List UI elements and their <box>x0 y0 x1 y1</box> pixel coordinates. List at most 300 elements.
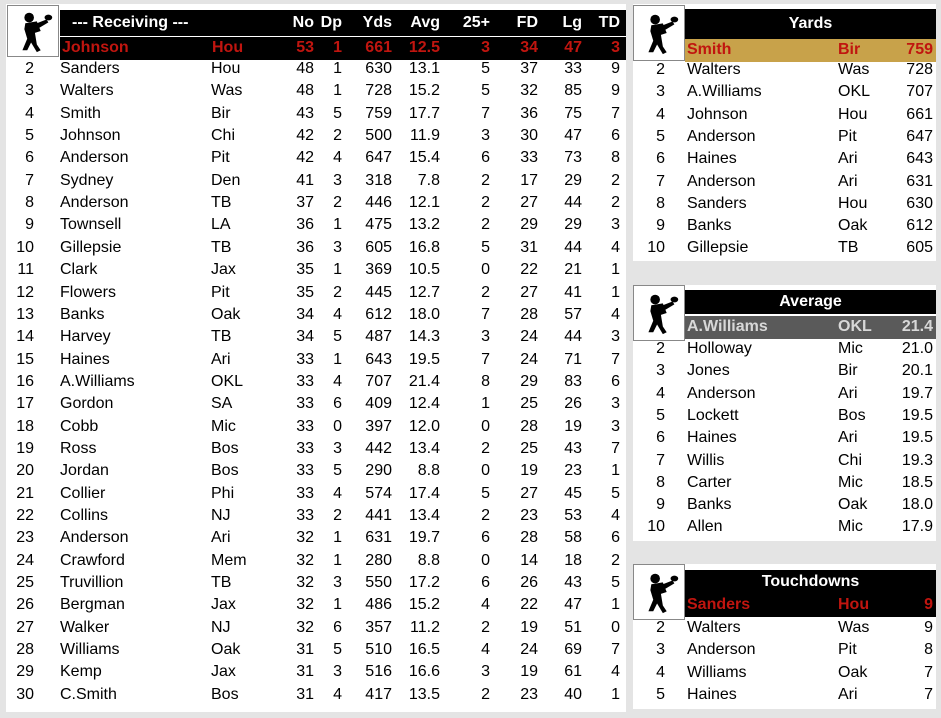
lg-cell: 83 <box>564 372 582 390</box>
rank-cell: 6 <box>656 150 665 168</box>
lg-cell: 58 <box>564 529 582 547</box>
leader-avg: 12.5 <box>408 39 440 56</box>
lg-cell: 41 <box>564 283 582 301</box>
list-item[interactable] <box>633 684 936 706</box>
name-cell: Townsell <box>60 216 122 234</box>
leader-td: 3 <box>611 39 620 56</box>
p25-cell: 7 <box>481 305 490 323</box>
list-item[interactable] <box>633 237 936 259</box>
list-item[interactable] <box>633 383 936 405</box>
avg-cell: 12.7 <box>408 283 440 301</box>
td-cell: 7 <box>611 641 620 659</box>
lg-cell: 33 <box>564 60 582 77</box>
team-cell: Chi <box>211 127 236 145</box>
list-item[interactable] <box>633 104 936 126</box>
yds-cell: 643 <box>365 350 392 368</box>
no-cell: 31 <box>296 641 314 659</box>
list-item[interactable] <box>633 494 936 516</box>
receiving-title: --- Receiving --- <box>72 14 189 31</box>
dp-cell: 1 <box>333 350 342 368</box>
rank-cell: 25 <box>16 574 34 592</box>
leader-team: OKL <box>838 318 872 335</box>
list-item[interactable] <box>633 338 936 360</box>
yds-cell: 550 <box>365 574 392 592</box>
dp-cell: 1 <box>333 261 342 279</box>
td-cell: 7 <box>611 350 620 368</box>
list-item[interactable] <box>633 617 936 639</box>
lg-cell: 85 <box>564 82 582 100</box>
rank-cell: 10 <box>647 239 665 257</box>
rank-cell: 12 <box>16 283 34 301</box>
rank-cell: 3 <box>656 83 665 101</box>
yds-cell: 397 <box>365 417 392 435</box>
list-item[interactable] <box>633 59 936 81</box>
td-cell: 2 <box>611 194 620 212</box>
table-row[interactable] <box>6 416 626 438</box>
table-row[interactable] <box>6 147 626 169</box>
team-cell: Pit <box>211 283 230 301</box>
value-cell: 7 <box>924 685 933 703</box>
td-cell: 3 <box>611 328 620 346</box>
name-cell: Sanders <box>687 194 747 212</box>
no-cell: 33 <box>296 417 314 435</box>
name-cell: Haines <box>687 150 737 168</box>
value-cell: 20.1 <box>901 362 933 380</box>
lg-cell: 18 <box>564 551 582 569</box>
avg-cell: 15.4 <box>408 149 440 167</box>
table-row[interactable] <box>6 594 626 616</box>
leader-no: 53 <box>296 39 314 56</box>
table-row[interactable] <box>6 527 626 549</box>
p25-cell: 4 <box>481 641 490 659</box>
receiving-leader-row[interactable] <box>60 37 626 60</box>
col-header-dp: Dp <box>320 14 342 31</box>
table-row[interactable] <box>6 617 626 639</box>
dp-cell: 0 <box>333 417 342 435</box>
name-cell: Crawford <box>60 551 125 569</box>
table-row[interactable] <box>6 58 626 80</box>
rank-cell: 29 <box>16 663 34 681</box>
team-cell: Was <box>211 82 243 100</box>
name-cell: Haines <box>687 685 737 703</box>
lg-cell: 44 <box>564 328 582 346</box>
football-player-icon <box>633 5 685 61</box>
yds-cell: 647 <box>365 149 392 167</box>
fd-cell: 22 <box>520 261 538 279</box>
name-cell: Ross <box>60 439 97 457</box>
no-cell: 42 <box>296 127 314 145</box>
name-cell: Anderson <box>60 149 129 167</box>
avg-cell: 19.5 <box>408 350 440 368</box>
team-cell: Jax <box>211 261 236 279</box>
lg-cell: 51 <box>564 618 582 636</box>
name-cell: Anderson <box>687 384 756 402</box>
name-cell: Williams <box>60 641 120 659</box>
no-cell: 33 <box>296 372 314 390</box>
touchdowns-title: Touchdowns <box>761 573 860 590</box>
table-row[interactable] <box>6 170 626 192</box>
leader-name: A.Williams <box>687 318 768 335</box>
p25-cell: 2 <box>481 216 490 234</box>
rank-cell: 4 <box>25 104 34 122</box>
td-cell: 8 <box>611 149 620 167</box>
p25-cell: 0 <box>481 462 490 480</box>
fd-cell: 31 <box>520 238 538 256</box>
dp-cell: 4 <box>333 149 342 167</box>
avg-cell: 13.5 <box>408 685 440 703</box>
name-cell: Sydney <box>60 171 114 189</box>
dp-cell: 4 <box>333 305 342 323</box>
table-row[interactable] <box>6 192 626 214</box>
football-player-icon <box>633 285 685 341</box>
avg-cell: 12.0 <box>408 417 440 435</box>
list-item[interactable] <box>633 662 936 684</box>
name-cell: A.Williams <box>687 83 762 101</box>
value-cell: 630 <box>906 194 933 212</box>
td-cell: 3 <box>611 216 620 234</box>
rank-cell: 17 <box>16 395 34 413</box>
table-row[interactable] <box>6 103 626 125</box>
no-cell: 33 <box>296 350 314 368</box>
rank-cell: 14 <box>16 328 34 346</box>
no-cell: 32 <box>296 551 314 569</box>
yds-cell: 500 <box>365 127 392 145</box>
average-leader-row[interactable] <box>685 316 936 339</box>
team-cell: Jax <box>211 663 236 681</box>
team-cell: Bos <box>838 406 866 424</box>
td-cell: 2 <box>611 171 620 189</box>
yds-cell: 475 <box>365 216 392 234</box>
touchdowns-leader-row[interactable] <box>685 594 936 617</box>
value-cell: 612 <box>906 217 933 235</box>
team-cell: Ari <box>838 384 858 402</box>
name-cell: Gillepsie <box>687 239 749 257</box>
lg-cell: 29 <box>564 171 582 189</box>
rank-cell: 3 <box>25 82 34 100</box>
col-header-lg: Lg <box>562 14 582 31</box>
team-cell: Den <box>211 171 241 189</box>
rank-cell: 2 <box>25 60 34 77</box>
p25-cell: 3 <box>481 328 490 346</box>
team-cell: Chi <box>838 451 863 469</box>
name-cell: Flowers <box>60 283 117 301</box>
td-cell: 1 <box>611 261 620 279</box>
fd-cell: 19 <box>520 462 538 480</box>
list-item[interactable] <box>633 171 936 193</box>
value-cell: 9 <box>924 619 933 636</box>
dp-cell: 1 <box>333 596 342 614</box>
col-header-25plus: 25+ <box>462 14 490 31</box>
touchdowns-header <box>685 570 936 594</box>
list-item[interactable] <box>633 148 936 170</box>
team-cell: Oak <box>838 496 868 514</box>
avg-cell: 15.2 <box>408 596 440 614</box>
team-cell: SA <box>211 395 233 413</box>
dp-cell: 1 <box>333 551 342 569</box>
leader-name: Smith <box>687 41 732 58</box>
rank-cell: 13 <box>16 305 34 323</box>
list-item[interactable] <box>633 81 936 103</box>
name-cell: Haines <box>687 429 737 447</box>
value-cell: 643 <box>906 150 933 168</box>
no-cell: 34 <box>296 305 314 323</box>
value-cell: 7 <box>924 663 933 681</box>
name-cell: Walters <box>687 619 741 636</box>
td-cell: 7 <box>611 439 620 457</box>
rank-cell: 7 <box>25 171 34 189</box>
no-cell: 32 <box>296 529 314 547</box>
no-cell: 36 <box>296 238 314 256</box>
td-cell: 4 <box>611 238 620 256</box>
average-header <box>685 290 936 314</box>
lg-cell: 71 <box>564 350 582 368</box>
list-item[interactable] <box>633 360 936 382</box>
lg-cell: 75 <box>564 104 582 122</box>
table-row[interactable] <box>6 214 626 236</box>
avg-cell: 18.0 <box>408 305 440 323</box>
dp-cell: 2 <box>333 507 342 524</box>
value-cell: 18.5 <box>901 473 933 491</box>
name-cell: C.Smith <box>60 685 117 703</box>
leader-25plus: 3 <box>481 39 490 56</box>
p25-cell: 4 <box>481 596 490 614</box>
dp-cell: 6 <box>333 395 342 413</box>
table-row[interactable] <box>6 393 626 415</box>
table-row[interactable] <box>6 371 626 393</box>
rank-cell: 24 <box>16 551 34 569</box>
dp-cell: 5 <box>333 104 342 122</box>
p25-cell: 2 <box>481 171 490 189</box>
td-cell: 9 <box>611 82 620 100</box>
p25-cell: 8 <box>481 372 490 390</box>
fd-cell: 24 <box>520 350 538 368</box>
fd-cell: 36 <box>520 104 538 122</box>
rank-cell: 23 <box>16 529 34 547</box>
no-cell: 37 <box>296 194 314 212</box>
list-item[interactable] <box>633 427 936 449</box>
dp-cell: 2 <box>333 194 342 212</box>
team-cell: Mic <box>211 417 236 435</box>
list-item[interactable] <box>633 516 936 538</box>
team-cell: LA <box>211 216 231 234</box>
table-row[interactable] <box>6 349 626 371</box>
yds-cell: 318 <box>365 171 392 189</box>
td-cell: 4 <box>611 507 620 524</box>
table-row[interactable] <box>6 639 626 661</box>
name-cell: Carter <box>687 473 732 491</box>
rank-cell: 8 <box>25 194 34 212</box>
yds-cell: 487 <box>365 328 392 346</box>
touchdowns-panel <box>633 564 936 709</box>
td-cell: 1 <box>611 685 620 703</box>
leader-name: Johnson <box>62 39 129 56</box>
table-row[interactable] <box>6 259 626 281</box>
name-cell: Jordan <box>60 462 109 480</box>
avg-cell: 11.9 <box>410 127 440 145</box>
avg-cell: 13.4 <box>408 439 440 457</box>
table-row[interactable] <box>6 684 626 706</box>
name-cell: Gillepsie <box>60 238 122 256</box>
p25-cell: 2 <box>481 439 490 457</box>
table-row[interactable] <box>6 326 626 348</box>
table-row[interactable] <box>6 125 626 147</box>
no-cell: 33 <box>296 395 314 413</box>
team-cell: Pit <box>838 127 857 145</box>
name-cell: Collier <box>60 484 106 502</box>
leader-lg: 47 <box>564 39 582 56</box>
p25-cell: 7 <box>481 350 490 368</box>
list-item[interactable] <box>633 639 936 661</box>
yds-cell: 612 <box>365 305 392 323</box>
dp-cell: 3 <box>333 439 342 457</box>
value-cell: 647 <box>906 127 933 145</box>
p25-cell: 2 <box>481 685 490 703</box>
team-cell: Bos <box>211 685 239 703</box>
yds-cell: 516 <box>365 663 392 681</box>
yds-cell: 417 <box>365 685 392 703</box>
table-row[interactable] <box>6 483 626 505</box>
value-cell: 605 <box>906 239 933 257</box>
team-cell: Bos <box>211 462 239 480</box>
td-cell: 3 <box>611 395 620 413</box>
team-cell: Mem <box>211 551 247 569</box>
name-cell: Smith <box>60 104 101 122</box>
table-row[interactable] <box>6 80 626 102</box>
table-row[interactable] <box>6 572 626 594</box>
name-cell: Haines <box>60 350 110 368</box>
avg-cell: 7.8 <box>417 171 440 189</box>
name-cell: Johnson <box>687 105 748 123</box>
lg-cell: 53 <box>564 507 582 524</box>
no-cell: 33 <box>296 484 314 502</box>
rank-cell: 20 <box>16 462 34 480</box>
no-cell: 32 <box>296 574 314 592</box>
avg-cell: 8.8 <box>417 462 440 480</box>
team-cell: Was <box>838 61 870 78</box>
td-cell: 7 <box>611 104 620 122</box>
rank-cell: 26 <box>16 596 34 614</box>
p25-cell: 6 <box>481 529 490 547</box>
lg-cell: 44 <box>564 194 582 212</box>
name-cell: Allen <box>687 518 723 536</box>
avg-cell: 13.2 <box>408 216 440 234</box>
dp-cell: 2 <box>333 127 342 145</box>
name-cell: Jones <box>687 362 730 380</box>
team-cell: Ari <box>838 172 858 190</box>
lg-cell: 23 <box>564 462 582 480</box>
rank-cell: 5 <box>656 127 665 145</box>
name-cell: Johnson <box>60 127 121 145</box>
dp-cell: 3 <box>333 663 342 681</box>
table-row[interactable] <box>6 438 626 460</box>
rank-cell: 5 <box>25 127 34 145</box>
lg-cell: 69 <box>564 641 582 659</box>
table-row[interactable] <box>6 282 626 304</box>
p25-cell: 5 <box>481 82 490 100</box>
p25-cell: 6 <box>481 149 490 167</box>
leader-yds: 661 <box>365 39 392 56</box>
list-item[interactable] <box>633 450 936 472</box>
name-cell: Anderson <box>687 172 756 190</box>
leader-fd: 34 <box>520 39 538 56</box>
dp-cell: 1 <box>333 82 342 100</box>
p25-cell: 2 <box>481 283 490 301</box>
team-cell: Phi <box>211 484 235 502</box>
p25-cell: 0 <box>481 551 490 569</box>
dp-cell: 1 <box>333 60 342 77</box>
table-row[interactable] <box>6 237 626 259</box>
fd-cell: 24 <box>520 641 538 659</box>
team-cell: Bir <box>211 104 231 122</box>
list-item[interactable] <box>633 215 936 237</box>
rank-cell: 16 <box>16 372 34 390</box>
lg-cell: 44 <box>564 238 582 256</box>
p25-cell: 2 <box>481 194 490 212</box>
p25-cell: 2 <box>481 507 490 524</box>
dp-cell: 4 <box>333 484 342 502</box>
avg-cell: 11.2 <box>410 618 440 636</box>
table-row[interactable] <box>6 550 626 572</box>
list-item[interactable] <box>633 472 936 494</box>
name-cell: Walters <box>687 61 741 78</box>
yds-cell: 605 <box>365 238 392 256</box>
avg-cell: 16.5 <box>408 641 440 659</box>
col-header-fd: FD <box>516 14 538 31</box>
name-cell: Banks <box>687 496 732 514</box>
table-row[interactable] <box>6 304 626 326</box>
name-cell: Walker <box>60 618 110 636</box>
team-cell: Was <box>838 619 870 636</box>
td-cell: 3 <box>611 417 620 435</box>
team-cell: Bir <box>838 362 858 380</box>
p25-cell: 3 <box>481 663 490 681</box>
value-cell: 19.5 <box>901 406 933 424</box>
avg-cell: 16.6 <box>408 663 440 681</box>
yds-cell: 369 <box>365 261 392 279</box>
rank-cell: 9 <box>656 496 665 514</box>
table-row[interactable] <box>6 505 626 527</box>
no-cell: 35 <box>296 261 314 279</box>
lg-cell: 43 <box>564 574 582 592</box>
no-cell: 33 <box>296 462 314 480</box>
table-row[interactable] <box>6 661 626 683</box>
yds-cell: 445 <box>365 283 392 301</box>
list-item[interactable] <box>633 405 936 427</box>
p25-cell: 5 <box>481 484 490 502</box>
td-cell: 2 <box>611 551 620 569</box>
td-cell: 1 <box>611 283 620 301</box>
leader-team: Hou <box>212 39 244 56</box>
touchdowns-table <box>633 617 936 707</box>
list-item[interactable] <box>633 126 936 148</box>
table-row[interactable] <box>6 460 626 482</box>
team-cell: Mic <box>838 473 863 491</box>
rank-cell: 27 <box>16 618 34 636</box>
rank-cell: 21 <box>16 484 34 502</box>
value-cell: 21.0 <box>901 340 933 357</box>
rank-cell: 2 <box>656 340 665 357</box>
list-item[interactable] <box>633 193 936 215</box>
td-cell: 5 <box>611 484 620 502</box>
avg-cell: 8.8 <box>417 551 440 569</box>
fd-cell: 25 <box>520 395 538 413</box>
value-cell: 17.9 <box>901 518 933 536</box>
rank-cell: 3 <box>656 641 665 659</box>
dp-cell: 2 <box>333 283 342 301</box>
fd-cell: 29 <box>520 372 538 390</box>
rank-cell: 7 <box>656 451 665 469</box>
rank-cell: 4 <box>656 663 665 681</box>
